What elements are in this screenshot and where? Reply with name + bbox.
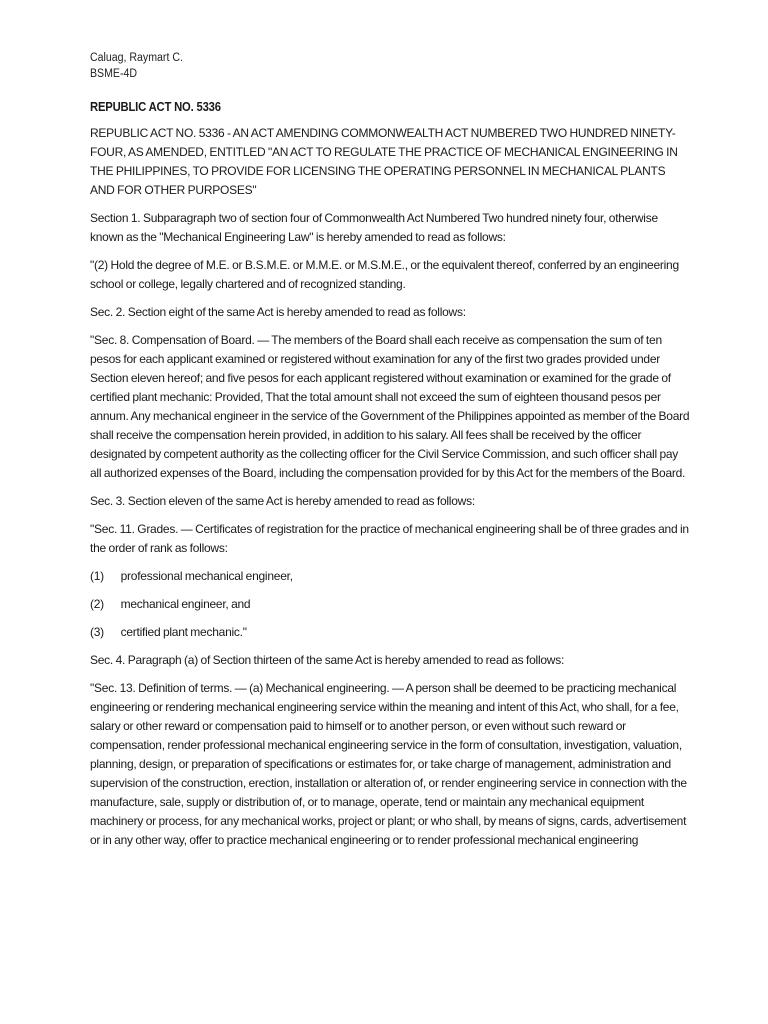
- grade-text: professional mechanical engineer,: [120, 569, 293, 583]
- act-intro: REPUBLIC ACT NO. 5336 - AN ACT AMENDING COMMONWEALTH ACT NUMBERED TWO HUNDRED NINETY-FOUR, AS AMENDED, ENTITLED "AN ACT TO REGULATE THE PRACTICE OF MECHANICAL ENGINEERING IN THE PHILIPPINES, TO PROVIDE FOR LICENSING THE OPERATING PERSONNEL IN MECHANICAL PLANTS AND FOR OTHER PURPOSES": [90, 126, 678, 197]
- grade-number: (2): [90, 597, 104, 611]
- section-2-heading: Sec. 2. Section eight of the same Act is hereby amended to read as follows:: [90, 305, 466, 319]
- grade-item: [90, 623, 690, 642]
- author-name: Caluag, Raymart C.: [90, 52, 183, 64]
- document-page: [90, 50, 690, 850]
- grade-item: [90, 595, 690, 614]
- section-3-heading: Sec. 3. Section eleven of the same Act is hereby amended to read as follows:: [90, 494, 475, 508]
- grade-text: mechanical engineer, and: [120, 597, 251, 611]
- section-1-text: "(2) Hold the degree of M.E. or B.S.M.E. or M.M.E. or M.S.M.E., or the equivalent thereof, conferred by an engineering school or college, legally chartered and of recognized standing.: [90, 258, 679, 291]
- grade-text: certified plant mechanic.": [120, 625, 247, 639]
- section-4-text: "Sec. 13. Definition of terms. — (a) Mechanical engineering. — A person shall be deemed to be practicing mechanical engineering or rendering mechanical engineering service within the meaning and intent of this Act, who shall, for a fee, salary or other reward or compensation paid to himself or to another person, or even without such reward or compensation, render professional mechanical engineering service in the form of consultation, investigation, valuation, planning, design, or preparation of specifications or estimates for, or take charge of management, administration and supervision of the construction, erection, installation or alteration of, or render engineering service in connection with the manufacture, sale, supply or distribution of, or to manage, operate, tend or maintain any mechanical equipment machinery or process, for any mechanical works, project or plant; or who shall, by means of signs, cards, advertisement or in any other way, offer to practice mechanical engineering or to render professional mechanical engineering: [90, 681, 687, 847]
- section-1-heading: Section 1. Subparagraph two of section four of Commonwealth Act Numbered Two hundred ninety four, otherwise known as the "Mechanical Engineering Law" is hereby amended to read as follows:: [90, 211, 658, 244]
- section-4-heading: Sec. 4. Paragraph (a) of Section thirteen of the same Act is hereby amended to read as follows:: [90, 653, 565, 667]
- grade-number: (3): [90, 625, 104, 639]
- course-section: BSME-4D: [90, 68, 138, 80]
- section-2-text: "Sec. 8. Compensation of Board. — The members of the Board shall each receive as compensation the sum of ten pesos for each applicant examined or registered without examination for any of the first two grades provided under Section eleven hereof; and five pesos for each applicant registered without examination or examined for the grade of certified plant mechanic: Provided, That the total amount shall not exceed the sum of eighteen thousand pesos per annum. Any mechanical engineer in the service of the Government of the Philippines appointed as member of the Board shall receive the compensation herein provided, in addition to his salary. All fees shall be received by the officer designated by competent authority as the collecting officer for the Civil Service Commission, and such officer shall pay all authorized expenses of the Board, including the compensation provided for by this Act for the members of the Board.: [90, 333, 690, 480]
- section-3-text: "Sec. 11. Grades. — Certificates of registration for the practice of mechanical engineering shall be of three grades and in the order of rank as follows:: [90, 522, 689, 555]
- grade-number: (1): [90, 569, 104, 583]
- document-title: REPUBLIC ACT NO. 5336: [90, 100, 221, 114]
- grade-item: [90, 567, 690, 586]
